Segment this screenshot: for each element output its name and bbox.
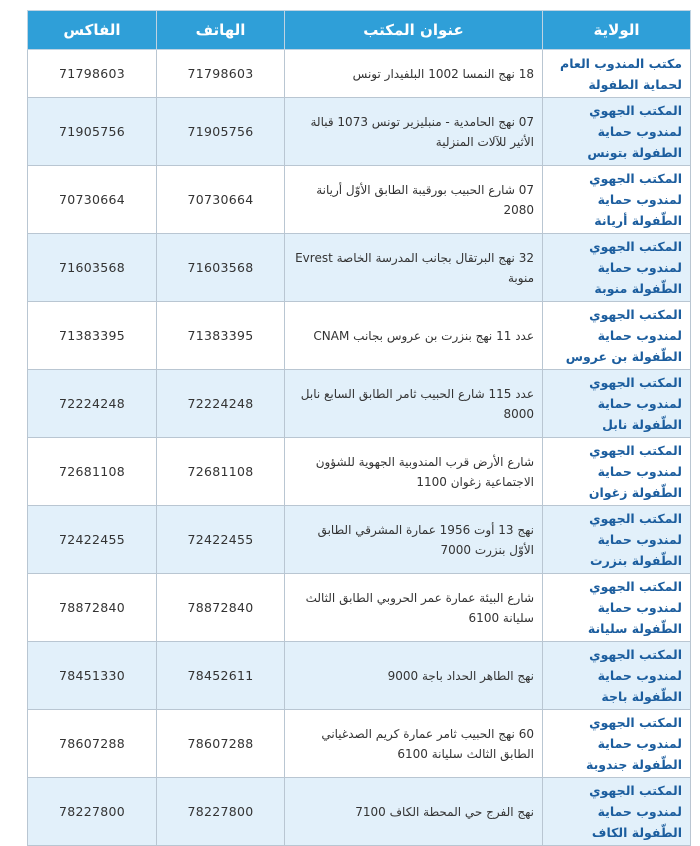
row-fax: 78451330: [28, 642, 157, 710]
row-fax: 72224248: [28, 370, 157, 438]
row-address: نهج الطاهر الحداد باجة 9000: [285, 642, 543, 710]
row-governorate: المكتب الجهوي لمندوب حماية الطّفولة نابل: [543, 370, 691, 438]
row-fax: 70730664: [28, 166, 157, 234]
row-governorate: مكتب المندوب العام لحماية الطفولة: [543, 50, 691, 98]
table-row: [28, 50, 691, 98]
row-fax: 71798603: [28, 50, 157, 98]
row-governorate: المكتب الجهوي لمندوب حماية الطّفولة بنزرت: [543, 506, 691, 574]
header-address: عنوان المكتب: [285, 11, 543, 50]
row-phone: 78872840: [157, 574, 285, 642]
table-row: [28, 98, 691, 166]
header-fax: الفاكس: [28, 11, 157, 50]
row-address: نهج الفرج حي المحطة الكاف 7100: [285, 778, 543, 846]
table-row: [28, 642, 691, 710]
row-address: 07 شارع الحبيب بورقيبة الطابق الأوّل أريانة 2080: [285, 166, 543, 234]
row-phone: 72224248: [157, 370, 285, 438]
row-fax: 78227800: [28, 778, 157, 846]
table-row: [28, 302, 691, 370]
row-fax: 78872840: [28, 574, 157, 642]
row-governorate: المكتب الجهوي لمندوب حماية الطّفولة الكاف: [543, 778, 691, 846]
row-address: نهج 13 أوت 1956 عمارة المشرقي الطابق الأوّل بنزرت 7000: [285, 506, 543, 574]
row-address: 18 نهج النمسا 1002 البلفيدار تونس: [285, 50, 543, 98]
table-row: [28, 710, 691, 778]
row-fax: 72422455: [28, 506, 157, 574]
table-row: [28, 370, 691, 438]
table-row: [28, 574, 691, 642]
row-address: عدد 115 شارع الحبيب ثامر الطابق السابع نابل 8000: [285, 370, 543, 438]
table-header-row: [28, 11, 691, 50]
row-phone: 71383395: [157, 302, 285, 370]
row-governorate: المكتب الجهوي لمندوب حماية الطفولة بتونس: [543, 98, 691, 166]
row-address: 60 نهج الحبيب ثامر عمارة كريم الصدغياني الطابق الثالث سليانة 6100: [285, 710, 543, 778]
row-governorate: المكتب الجهوي لمندوب حماية الطّفولة سليانة: [543, 574, 691, 642]
row-address: عدد 11 نهج بنزرت بن عروس بجانب CNAM: [285, 302, 543, 370]
row-fax: 72681108: [28, 438, 157, 506]
row-address: شارع البيئة عمارة عمر الحروبي الطابق الثالث سليانة 6100: [285, 574, 543, 642]
row-phone: 78452611: [157, 642, 285, 710]
row-fax: 78607288: [28, 710, 157, 778]
row-address: 32 نهج البرتقال بجانب المدرسة الخاصة Evrest منوبة: [285, 234, 543, 302]
row-fax: 71905756: [28, 98, 157, 166]
row-governorate: المكتب الجهوي لمندوب حماية الطّفولة زغوان: [543, 438, 691, 506]
table-row: [28, 234, 691, 302]
table-row: [28, 166, 691, 234]
row-phone: 70730664: [157, 166, 285, 234]
table-row: [28, 438, 691, 506]
row-governorate: المكتب الجهوي لمندوب حماية الطّفولة بن عروس: [543, 302, 691, 370]
row-governorate: المكتب الجهوي لمندوب حماية الطّفولة باجة: [543, 642, 691, 710]
table-row: [28, 506, 691, 574]
row-phone: 71905756: [157, 98, 285, 166]
row-fax: 71603568: [28, 234, 157, 302]
row-address: 07 نهج الحامدية - منبليزير تونس 1073 قبالة الأثير للآلات المنزلية: [285, 98, 543, 166]
row-fax: 71383395: [28, 302, 157, 370]
row-governorate: المكتب الجهوي لمندوب حماية الطّفولة جندوبة: [543, 710, 691, 778]
row-phone: 71798603: [157, 50, 285, 98]
row-governorate: المكتب الجهوي لمندوب حماية الطّفولة أريانة: [543, 166, 691, 234]
row-phone: 71603568: [157, 234, 285, 302]
header-governorate: الولاية: [543, 11, 691, 50]
row-phone: 78607288: [157, 710, 285, 778]
row-phone: 78227800: [157, 778, 285, 846]
header-phone: الهاتف: [157, 11, 285, 50]
table-row: [28, 778, 691, 846]
row-governorate: المكتب الجهوي لمندوب حماية الطّفولة منوبة: [543, 234, 691, 302]
offices-table: [27, 10, 691, 846]
row-phone: 72422455: [157, 506, 285, 574]
row-address: شارع الأرض قرب المندوبية الجهوية للشؤون الاجتماعية زغوان 1100: [285, 438, 543, 506]
row-phone: 72681108: [157, 438, 285, 506]
